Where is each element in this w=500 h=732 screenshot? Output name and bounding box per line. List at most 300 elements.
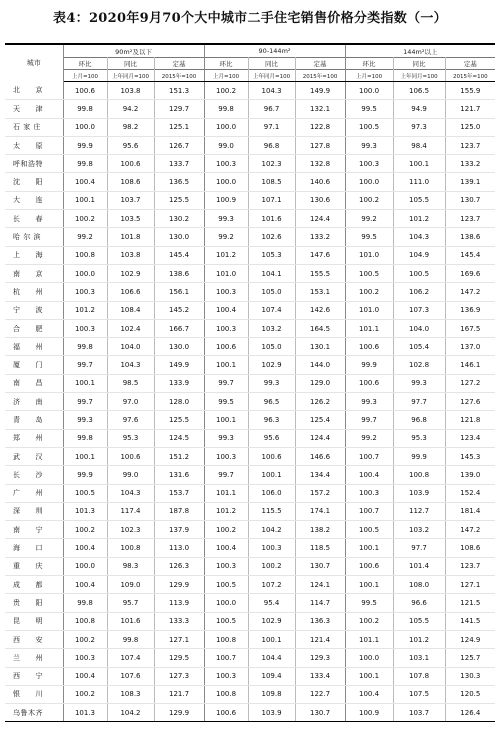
table-row: [5, 374, 495, 392]
base-header: 上月=100: [204, 70, 248, 82]
index-value-cell: 97.7: [393, 539, 445, 557]
index-value-cell: 100.6: [107, 447, 154, 465]
index-value-cell: 100.3: [204, 155, 248, 173]
index-value-cell: 166.7: [154, 319, 204, 337]
index-value-cell: 100.1: [63, 447, 107, 465]
city-name-cell: 天 津: [5, 100, 63, 118]
index-value-cell: 101.0: [345, 246, 393, 264]
index-value-cell: 108.6: [445, 539, 495, 557]
index-value-cell: 112.7: [393, 502, 445, 520]
index-value-cell: 115.5: [248, 502, 295, 520]
index-value-cell: 127.8: [295, 136, 345, 154]
index-value-cell: 167.5: [445, 319, 495, 337]
index-value-cell: 100.2: [63, 210, 107, 228]
city-name-cell: 西 宁: [5, 667, 63, 685]
index-value-cell: 147.6: [295, 246, 345, 264]
index-value-cell: 129.9: [154, 704, 204, 722]
index-value-cell: 101.2: [63, 301, 107, 319]
index-value-cell: 128.0: [154, 393, 204, 411]
index-value-cell: 169.6: [445, 264, 495, 282]
index-value-cell: 100.6: [204, 338, 248, 356]
index-value-cell: 104.2: [248, 521, 295, 539]
index-value-cell: 100.0: [63, 264, 107, 282]
index-value-cell: 100.5: [345, 118, 393, 136]
index-value-cell: 106.6: [107, 283, 154, 301]
table-header: [5, 44, 495, 82]
table-row: [5, 136, 495, 154]
index-value-cell: 100.0: [63, 557, 107, 575]
table-row: [5, 228, 495, 246]
city-name-cell: 武 汉: [5, 447, 63, 465]
index-value-cell: 129.0: [295, 374, 345, 392]
base-header: 上月=100: [345, 70, 393, 82]
index-value-cell: 117.4: [107, 502, 154, 520]
index-value-cell: 100.4: [63, 576, 107, 594]
index-value-cell: 133.9: [154, 374, 204, 392]
index-value-cell: 99.9: [345, 356, 393, 374]
city-name-cell: 海 口: [5, 539, 63, 557]
index-value-cell: 130.6: [295, 191, 345, 209]
group-header-medium: 90-144m²: [204, 44, 345, 58]
index-value-cell: 121.5: [445, 594, 495, 612]
index-value-cell: 147.2: [445, 521, 495, 539]
index-value-cell: 100.8: [63, 246, 107, 264]
index-value-cell: 101.0: [345, 301, 393, 319]
index-value-cell: 99.2: [204, 228, 248, 246]
index-value-cell: 99.8: [63, 594, 107, 612]
index-value-cell: 101.2: [393, 630, 445, 648]
table-row: [5, 594, 495, 612]
index-value-cell: 108.3: [107, 685, 154, 703]
index-value-cell: 130.0: [154, 338, 204, 356]
index-value-cell: 121.8: [445, 411, 495, 429]
index-value-cell: 102.9: [248, 612, 295, 630]
table-row: [5, 283, 495, 301]
index-value-cell: 107.4: [248, 301, 295, 319]
index-value-cell: 108.6: [107, 173, 154, 191]
city-name-cell: 大 连: [5, 191, 63, 209]
index-value-cell: 99.0: [107, 466, 154, 484]
index-value-cell: 126.4: [445, 704, 495, 722]
index-value-cell: 104.0: [107, 338, 154, 356]
city-name-cell: 北 京: [5, 82, 63, 100]
index-value-cell: 100.5: [345, 521, 393, 539]
index-value-cell: 139.0: [445, 466, 495, 484]
index-value-cell: 100.7: [345, 447, 393, 465]
index-value-cell: 97.6: [107, 411, 154, 429]
index-value-cell: 102.3: [248, 155, 295, 173]
index-value-cell: 130.7: [295, 557, 345, 575]
table-row: [5, 539, 495, 557]
index-value-cell: 137.0: [445, 338, 495, 356]
index-value-cell: 103.2: [393, 521, 445, 539]
city-name-cell: 兰 州: [5, 649, 63, 667]
table-row: [5, 612, 495, 630]
index-value-cell: 100.3: [204, 557, 248, 575]
index-value-cell: 141.5: [445, 612, 495, 630]
index-value-cell: 99.2: [63, 228, 107, 246]
index-value-cell: 127.1: [445, 576, 495, 594]
index-value-cell: 146.1: [445, 356, 495, 374]
sub-header: 定基: [295, 58, 345, 70]
index-value-cell: 95.6: [107, 136, 154, 154]
price-index-table: [5, 43, 495, 722]
index-value-cell: 104.2: [107, 704, 154, 722]
index-value-cell: 103.7: [107, 191, 154, 209]
index-value-cell: 101.2: [204, 502, 248, 520]
city-name-cell: 郑 州: [5, 429, 63, 447]
index-value-cell: 100.2: [63, 685, 107, 703]
index-value-cell: 100.3: [345, 484, 393, 502]
city-name-cell: 银 川: [5, 685, 63, 703]
index-value-cell: 122.8: [295, 118, 345, 136]
index-value-cell: 100.1: [63, 374, 107, 392]
index-value-cell: 99.3: [204, 429, 248, 447]
table-row: [5, 484, 495, 502]
index-value-cell: 100.3: [204, 667, 248, 685]
index-value-cell: 122.7: [295, 685, 345, 703]
index-value-cell: 98.5: [107, 374, 154, 392]
index-value-cell: 104.3: [107, 356, 154, 374]
index-value-cell: 98.2: [107, 118, 154, 136]
index-value-cell: 106.0: [248, 484, 295, 502]
table-row: [5, 502, 495, 520]
index-value-cell: 111.0: [393, 173, 445, 191]
index-value-cell: 102.3: [107, 521, 154, 539]
index-value-cell: 124.4: [295, 210, 345, 228]
index-value-cell: 102.9: [248, 356, 295, 374]
base-header: 上年同月=100: [393, 70, 445, 82]
index-value-cell: 108.0: [393, 576, 445, 594]
index-value-cell: 153.7: [154, 484, 204, 502]
index-value-cell: 100.7: [345, 502, 393, 520]
city-name-cell: 西 安: [5, 630, 63, 648]
index-value-cell: 100.0: [345, 173, 393, 191]
index-value-cell: 95.6: [248, 429, 295, 447]
table-row: [5, 210, 495, 228]
index-value-cell: 105.0: [248, 283, 295, 301]
index-value-cell: 121.4: [295, 630, 345, 648]
index-value-cell: 103.8: [107, 82, 154, 100]
index-value-cell: 100.1: [63, 191, 107, 209]
index-value-cell: 100.8: [63, 612, 107, 630]
index-value-cell: 100.3: [345, 155, 393, 173]
index-value-cell: 103.2: [248, 319, 295, 337]
index-value-cell: 100.2: [204, 521, 248, 539]
index-value-cell: 113.0: [154, 539, 204, 557]
base-header: 2015年=100: [154, 70, 204, 82]
index-value-cell: 100.4: [63, 539, 107, 557]
index-value-cell: 99.3: [345, 136, 393, 154]
index-value-cell: 99.5: [345, 100, 393, 118]
index-value-cell: 101.6: [107, 612, 154, 630]
index-value-cell: 100.4: [345, 685, 393, 703]
city-name-cell: 深 圳: [5, 502, 63, 520]
index-value-cell: 99.7: [63, 356, 107, 374]
table-row: [5, 319, 495, 337]
table-row: [5, 447, 495, 465]
index-value-cell: 129.7: [154, 100, 204, 118]
city-name-cell: 青 岛: [5, 411, 63, 429]
index-value-cell: 100.1: [345, 667, 393, 685]
index-value-cell: 99.2: [345, 429, 393, 447]
index-value-cell: 100.0: [204, 118, 248, 136]
index-value-cell: 103.9: [248, 704, 295, 722]
city-name-cell: 呼和浩特: [5, 155, 63, 173]
index-value-cell: 99.9: [63, 136, 107, 154]
table-row: [5, 521, 495, 539]
index-value-cell: 100.1: [248, 466, 295, 484]
index-value-cell: 149.9: [154, 356, 204, 374]
index-value-cell: 133.4: [295, 667, 345, 685]
index-value-cell: 101.4: [393, 557, 445, 575]
index-value-cell: 136.5: [154, 173, 204, 191]
index-value-cell: 100.5: [393, 264, 445, 282]
index-value-cell: 103.5: [107, 210, 154, 228]
index-value-cell: 118.5: [295, 539, 345, 557]
index-value-cell: 106.5: [393, 82, 445, 100]
index-value-cell: 123.4: [445, 429, 495, 447]
index-value-cell: 101.1: [345, 319, 393, 337]
index-value-cell: 101.2: [393, 210, 445, 228]
index-value-cell: 156.1: [154, 283, 204, 301]
table-row: [5, 685, 495, 703]
index-value-cell: 100.6: [345, 557, 393, 575]
index-value-cell: 101.2: [204, 246, 248, 264]
index-value-cell: 100.2: [248, 557, 295, 575]
index-value-cell: 99.3: [393, 374, 445, 392]
table-row: [5, 411, 495, 429]
index-value-cell: 125.5: [154, 411, 204, 429]
index-value-cell: 100.3: [63, 649, 107, 667]
index-value-cell: 105.3: [248, 246, 295, 264]
index-value-cell: 100.8: [204, 630, 248, 648]
index-value-cell: 131.6: [154, 466, 204, 484]
index-value-cell: 108.5: [248, 173, 295, 191]
index-value-cell: 99.7: [204, 374, 248, 392]
index-value-cell: 146.6: [295, 447, 345, 465]
sub-header: 同比: [248, 58, 295, 70]
index-value-cell: 100.9: [204, 191, 248, 209]
index-value-cell: 145.4: [445, 246, 495, 264]
index-value-cell: 102.8: [393, 356, 445, 374]
city-name-cell: 贵 阳: [5, 594, 63, 612]
index-value-cell: 107.5: [393, 685, 445, 703]
table-row: [5, 173, 495, 191]
index-value-cell: 130.3: [445, 667, 495, 685]
index-value-cell: 155.9: [445, 82, 495, 100]
index-value-cell: 99.8: [107, 630, 154, 648]
index-value-cell: 100.3: [204, 447, 248, 465]
index-value-cell: 99.3: [204, 210, 248, 228]
table-row: [5, 338, 495, 356]
index-value-cell: 125.5: [154, 191, 204, 209]
index-value-cell: 124.5: [154, 429, 204, 447]
index-value-cell: 129.9: [154, 576, 204, 594]
base-header: 上月=100: [63, 70, 107, 82]
index-value-cell: 109.0: [107, 576, 154, 594]
index-value-cell: 108.4: [107, 301, 154, 319]
index-value-cell: 100.2: [63, 521, 107, 539]
index-value-cell: 100.2: [345, 191, 393, 209]
index-value-cell: 133.2: [445, 155, 495, 173]
index-value-cell: 140.6: [295, 173, 345, 191]
index-value-cell: 100.1: [204, 356, 248, 374]
index-value-cell: 134.4: [295, 466, 345, 484]
index-value-cell: 104.4: [248, 649, 295, 667]
index-value-cell: 100.1: [393, 155, 445, 173]
index-value-cell: 94.9: [393, 100, 445, 118]
index-value-cell: 100.0: [63, 118, 107, 136]
index-value-cell: 133.3: [154, 612, 204, 630]
index-value-cell: 100.4: [345, 466, 393, 484]
index-value-cell: 127.1: [154, 630, 204, 648]
index-value-cell: 144.0: [295, 356, 345, 374]
index-value-cell: 100.2: [345, 612, 393, 630]
index-value-cell: 136.9: [445, 301, 495, 319]
index-value-cell: 100.4: [204, 539, 248, 557]
index-value-cell: 97.7: [393, 393, 445, 411]
index-value-cell: 130.7: [295, 704, 345, 722]
city-name-cell: 上 海: [5, 246, 63, 264]
index-value-cell: 114.7: [295, 594, 345, 612]
index-value-cell: 105.4: [393, 338, 445, 356]
index-value-cell: 95.4: [248, 594, 295, 612]
index-value-cell: 100.5: [204, 612, 248, 630]
city-name-cell: 福 州: [5, 338, 63, 356]
index-value-cell: 100.5: [345, 264, 393, 282]
index-value-cell: 100.8: [393, 466, 445, 484]
index-value-cell: 121.7: [445, 100, 495, 118]
index-value-cell: 103.8: [107, 246, 154, 264]
index-value-cell: 96.7: [248, 100, 295, 118]
index-value-cell: 101.0: [204, 264, 248, 282]
index-value-cell: 100.0: [345, 649, 393, 667]
index-value-cell: 137.9: [154, 521, 204, 539]
index-value-cell: 107.4: [107, 649, 154, 667]
sub-header: 环比: [204, 58, 248, 70]
index-value-cell: 99.9: [63, 466, 107, 484]
index-value-cell: 101.3: [63, 704, 107, 722]
index-value-cell: 100.4: [204, 301, 248, 319]
base-header: 2015年=100: [295, 70, 345, 82]
index-value-cell: 123.7: [445, 557, 495, 575]
city-name-cell: 南 京: [5, 264, 63, 282]
city-name-cell: 成 都: [5, 576, 63, 594]
index-value-cell: 100.1: [248, 630, 295, 648]
index-value-cell: 126.7: [154, 136, 204, 154]
index-value-cell: 98.3: [107, 557, 154, 575]
index-value-cell: 107.1: [248, 191, 295, 209]
index-value-cell: 151.2: [154, 447, 204, 465]
table-row: [5, 630, 495, 648]
index-value-cell: 100.3: [204, 283, 248, 301]
index-value-cell: 100.8: [204, 685, 248, 703]
group-header-small: 90m²及以下: [63, 44, 204, 58]
index-value-cell: 96.6: [393, 594, 445, 612]
city-name-cell: 杭 州: [5, 283, 63, 301]
index-value-cell: 155.5: [295, 264, 345, 282]
index-value-cell: 181.4: [445, 502, 495, 520]
index-value-cell: 104.3: [393, 228, 445, 246]
index-value-cell: 139.1: [445, 173, 495, 191]
index-value-cell: 101.6: [248, 210, 295, 228]
city-name-cell: 重 庆: [5, 557, 63, 575]
index-value-cell: 104.1: [248, 264, 295, 282]
index-value-cell: 101.8: [107, 228, 154, 246]
index-value-cell: 105.0: [248, 338, 295, 356]
index-value-cell: 100.5: [63, 484, 107, 502]
index-value-cell: 107.6: [107, 667, 154, 685]
index-value-cell: 147.2: [445, 283, 495, 301]
index-value-cell: 99.0: [204, 136, 248, 154]
index-value-cell: 133.7: [154, 155, 204, 173]
city-name-cell: 南 宁: [5, 521, 63, 539]
index-value-cell: 125.4: [295, 411, 345, 429]
index-value-cell: 126.2: [295, 393, 345, 411]
index-value-cell: 125.1: [154, 118, 204, 136]
index-value-cell: 99.3: [63, 411, 107, 429]
index-value-cell: 100.2: [345, 283, 393, 301]
city-name-cell: 济 南: [5, 393, 63, 411]
index-value-cell: 132.8: [295, 155, 345, 173]
index-value-cell: 104.9: [393, 246, 445, 264]
index-value-cell: 100.1: [345, 576, 393, 594]
index-value-cell: 100.6: [345, 338, 393, 356]
index-value-cell: 103.9: [393, 484, 445, 502]
index-value-cell: 133.2: [295, 228, 345, 246]
city-name-cell: 哈 尔 滨: [5, 228, 63, 246]
index-value-cell: 124.9: [445, 630, 495, 648]
index-value-cell: 138.6: [154, 264, 204, 282]
index-value-cell: 100.0: [345, 82, 393, 100]
index-value-cell: 103.1: [393, 649, 445, 667]
index-value-cell: 100.4: [63, 667, 107, 685]
city-name-cell: 厦 门: [5, 356, 63, 374]
index-value-cell: 107.3: [393, 301, 445, 319]
index-value-cell: 98.4: [393, 136, 445, 154]
table-row: [5, 191, 495, 209]
index-value-cell: 153.1: [295, 283, 345, 301]
city-column-header: 城市: [5, 44, 63, 82]
table-row: [5, 466, 495, 484]
index-value-cell: 130.1: [295, 338, 345, 356]
city-name-cell: 宁 波: [5, 301, 63, 319]
index-value-cell: 107.2: [248, 576, 295, 594]
city-name-cell: 昆 明: [5, 612, 63, 630]
index-value-cell: 102.4: [107, 319, 154, 337]
index-value-cell: 100.6: [107, 155, 154, 173]
index-value-cell: 129.5: [154, 649, 204, 667]
index-value-cell: 164.5: [295, 319, 345, 337]
index-value-cell: 99.8: [63, 100, 107, 118]
index-value-cell: 94.2: [107, 100, 154, 118]
index-value-cell: 100.2: [63, 630, 107, 648]
city-name-cell: 长 沙: [5, 466, 63, 484]
index-value-cell: 145.3: [445, 447, 495, 465]
city-name-cell: 太 原: [5, 136, 63, 154]
index-value-cell: 123.7: [445, 210, 495, 228]
index-value-cell: 97.1: [248, 118, 295, 136]
city-name-cell: 合 肥: [5, 319, 63, 337]
index-value-cell: 100.3: [63, 319, 107, 337]
index-value-cell: 157.2: [295, 484, 345, 502]
index-value-cell: 145.4: [154, 246, 204, 264]
index-value-cell: 99.7: [345, 411, 393, 429]
table-body: [5, 82, 495, 722]
index-value-cell: 105.5: [393, 191, 445, 209]
index-value-cell: 99.5: [204, 393, 248, 411]
